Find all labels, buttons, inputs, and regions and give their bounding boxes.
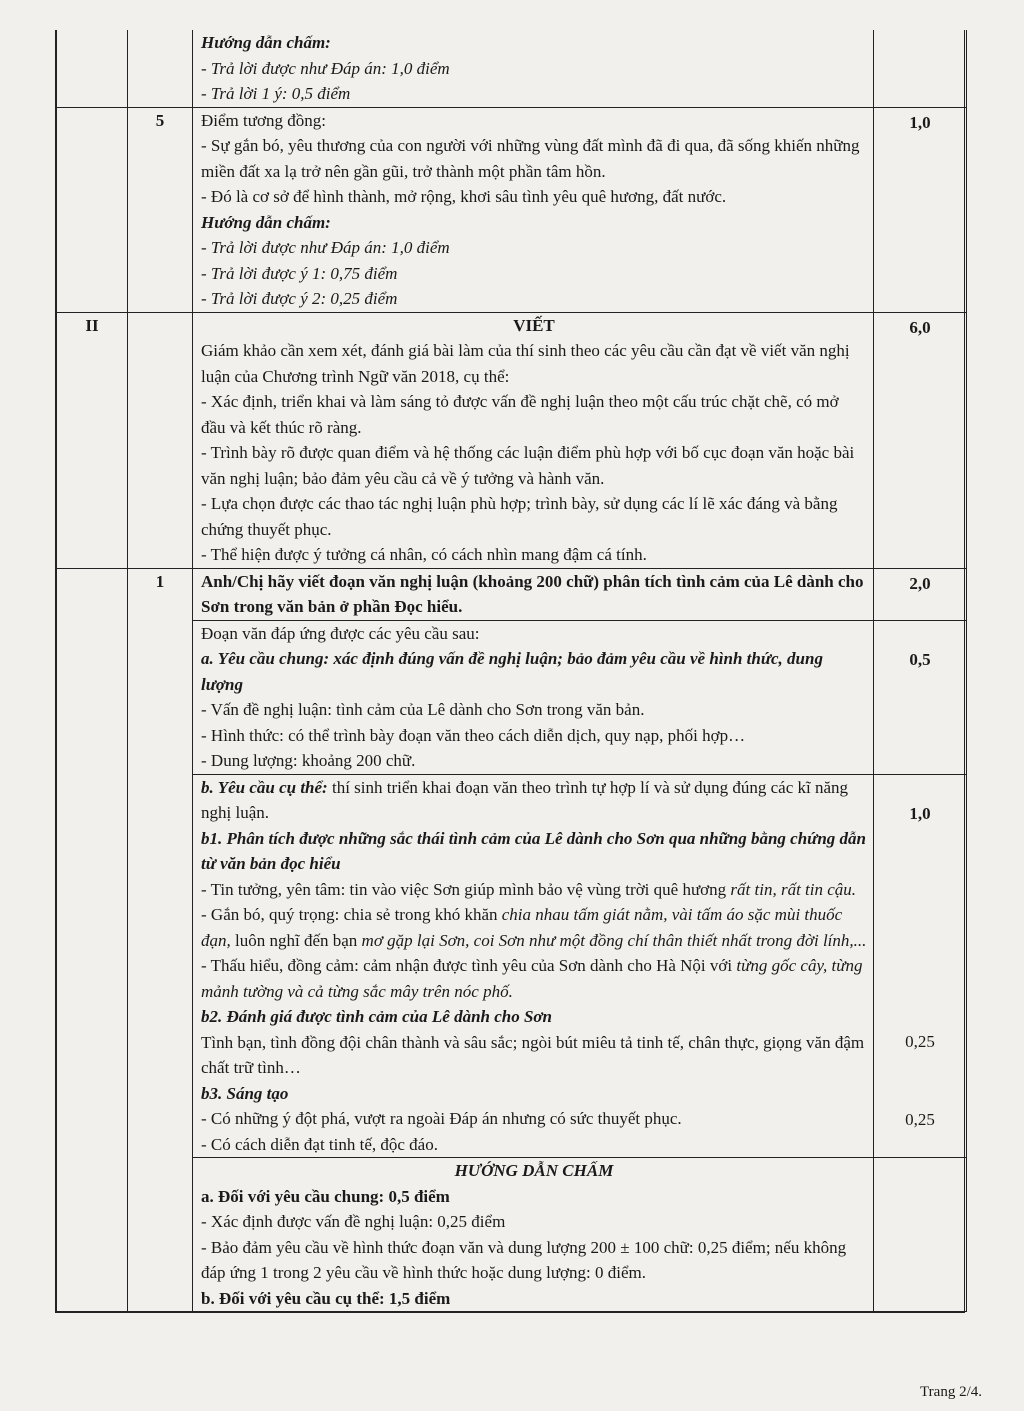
- b1-title: b1. Phân tích được những sắc thái tình cảm của Lê dành cho Sơn qua những bằng chứng dẫn từ văn bản đọc hiểu: [201, 828, 867, 873]
- section-line: - Thể hiện được ý tưởng cá nhân, có cách nhìn mang đậm cá tính.: [201, 545, 647, 564]
- guide-line: - Trả lời 1 ý: 0,5 điểm: [201, 84, 351, 103]
- section-line: Giám khảo cần xem xét, đánh giá bài làm của thí sinh theo các yêu cầu cần đạt về viết văn nghị luận của Chương trình Ngữ văn 2018, cụ thể:: [201, 341, 850, 386]
- section-cell: [57, 30, 128, 107]
- guide-line: - Trả lời được ý 2: 0,25 điểm: [201, 289, 398, 308]
- b2-title: b2. Đánh giá được tình cảm của Lê dành cho Sơn: [201, 1007, 553, 1026]
- requirement-line: - Vấn đề nghị luận: tình cảm của Lê dành cho Sơn trong văn bản.: [201, 700, 645, 719]
- question-number: 1: [128, 568, 193, 620]
- b1-line: [201, 902, 867, 953]
- specific-intro: [201, 775, 867, 826]
- table-row: [57, 774, 967, 1158]
- guide-header: Hướng dẫn chấm:: [201, 33, 331, 52]
- requirement-title: a. Yêu cầu chung: xác định đúng vấn đề nghị luận; bảo đảm yêu cầu về hình thức, dung lượng: [201, 649, 823, 694]
- answer-line: - Đó là cơ sở để hình thành, mở rộng, khơi sâu tình yêu quê hương, đất nước.: [201, 187, 727, 206]
- table-row: [57, 568, 967, 620]
- guide-line: - Trả lời được như Đáp án: 1,0 điểm: [201, 58, 450, 78]
- guide-line: - Trả lời được ý 1: 0,75 điểm: [201, 263, 398, 283]
- score-cell: [874, 30, 967, 107]
- guide-title: HƯỚNG DẪN CHẤM: [454, 1161, 614, 1180]
- section-line: - Trình bày rõ được quan điểm và hệ thống các luận điểm phù hợp với bố cục đoạn văn hoặc bài văn nghị luận; bảo đảm yêu cầu cả về ý tưởng và hành văn.: [201, 443, 855, 488]
- b1-text: - Tin tưởng, yên tâm: tin vào việc Sơn giúp mình bảo vệ vùng trời quê hương: [201, 879, 731, 899]
- question-cell: [128, 312, 193, 568]
- b3-score: 0,25: [905, 1109, 935, 1129]
- b1-quote: từng gốc cây, từng mảnh tường và cả từng sắc mây trên nóc phố.: [201, 956, 863, 1001]
- section-cell: [57, 107, 128, 312]
- content-cell: [193, 107, 874, 312]
- section-cell: [57, 568, 128, 620]
- requirement-line: - Dung lượng: khoảng 200 chữ.: [201, 751, 416, 770]
- score-value: 6,0: [874, 312, 967, 568]
- answer-line: - Sự gắn bó, yêu thương của con người với những vùng đất mình đã đi qua, đã sống khiến những miền đất xa lạ trở nên gần gũi, trở thành một phần tâm hồn.: [201, 136, 860, 181]
- b1-quote: rất tin, rất tin cậu.: [730, 879, 857, 899]
- table-row: [57, 107, 967, 312]
- content-cell: [193, 1158, 874, 1312]
- guide-a-line: - Xác định được vấn đề nghị luận: 0,25 điểm: [201, 1212, 506, 1231]
- guide-b-title: b. Đối với yêu cầu cụ thể: 1,5 điểm: [201, 1288, 451, 1308]
- question-cell: [128, 774, 193, 1158]
- b2-score: 0,25: [905, 1032, 935, 1051]
- question-cell: [128, 30, 193, 107]
- guide-a-line: - Bảo đảm yêu cầu về hình thức đoạn văn và dung lượng 200 ± 100 chữ: 0,25 điểm; nếu không đáp ứng 1 trong 2 yêu cầu về hình thức hoặc dung lượng: 0 điểm.: [201, 1237, 847, 1282]
- b3-title: b3. Sáng tạo: [201, 1083, 289, 1103]
- specific-title: b. Yêu cầu cụ thể:: [201, 777, 328, 797]
- b1-line: [201, 877, 867, 903]
- b2-text: Tình bạn, tình đồng đội chân thành và sâu sắc; ngòi bút miêu tả tinh tế, chân thực, giọng văn đậm chất trữ tình…: [201, 1032, 865, 1077]
- content-cell: [193, 30, 874, 107]
- score-value: 2,0: [874, 568, 967, 620]
- requirement-line: - Hình thức: có thể trình bày đoạn văn theo cách diễn dịch, quy nạp, phối hợp…: [201, 725, 746, 745]
- section-line: - Lựa chọn được các thao tác nghị luận phù hợp; trình bày, sử dụng các lí lẽ xác đáng và bằng chứng thuyết phục.: [201, 494, 838, 539]
- b1-text: luôn nghĩ đến bạn: [230, 930, 362, 950]
- b1-line: [201, 953, 867, 1004]
- grading-table-page: [55, 30, 965, 1313]
- score-value: 0,5: [909, 649, 931, 669]
- score-value: 1,0: [874, 107, 967, 312]
- section-title: VIẾT: [513, 315, 555, 335]
- page-number: Trang 2/4.: [920, 1384, 982, 1400]
- table-row: [57, 30, 967, 107]
- table-row: [57, 312, 967, 568]
- score-cell: [874, 774, 967, 1158]
- content-cell: [193, 620, 874, 774]
- specific-text: thí sinh triển khai đoạn văn theo trình tự hợp lí và sử dụng đúng các kĩ năng nghị luận.: [201, 777, 849, 822]
- content-cell: [193, 312, 874, 568]
- question-cell: [128, 620, 193, 774]
- section-line: - Xác định, triển khai và làm sáng tỏ được vấn đề nghị luận theo một cấu trúc chặt chẽ, có mở đầu và kết thúc rõ ràng.: [201, 392, 839, 437]
- b1-text: - Gắn bó, quý trọng: chia sẻ trong khó khăn: [201, 905, 502, 924]
- guide-a-title: a. Đối với yêu cầu chung: 0,5 điểm: [201, 1186, 450, 1206]
- requirement-intro: Đoạn văn đáp ứng được các yêu cầu sau:: [201, 623, 480, 643]
- content-cell: [193, 774, 874, 1158]
- score-cell: [874, 620, 967, 774]
- answer-title: Điểm tương đồng:: [201, 110, 326, 130]
- section-cell: [57, 774, 128, 1158]
- b3-line: - Có cách diễn đạt tinh tế, độc đáo.: [201, 1134, 438, 1154]
- score-cell: [874, 1158, 967, 1312]
- table-row: [57, 620, 967, 774]
- guide-line: - Trả lời được như Đáp án: 1,0 điểm: [201, 238, 450, 257]
- table-row: [57, 1158, 967, 1312]
- b1-score: 1,0: [909, 803, 931, 823]
- b1-quote: mơ gặp lại Sơn, coi Sơn như một đồng chí thân thiết nhất trong đời lính,...: [361, 930, 867, 950]
- section-cell: [57, 1158, 128, 1312]
- section-number: II: [57, 312, 128, 568]
- content-cell: [193, 568, 874, 620]
- question-cell: [128, 1158, 193, 1312]
- b1-quote: chia nhau tấm giát nằm, vài tấm áo sặc mùi thuốc đạn,: [201, 905, 843, 950]
- b3-line: - Có những ý đột phá, vượt ra ngoài Đáp án nhưng có sức thuyết phục.: [201, 1109, 682, 1128]
- b1-text: - Thấu hiểu, đồng cảm: cảm nhận được tình yêu của Sơn dành cho Hà Nội với: [201, 956, 737, 975]
- guide-header: Hướng dẫn chấm:: [201, 212, 331, 232]
- grading-table: [56, 30, 967, 1312]
- section-cell: [57, 620, 128, 774]
- question-prompt: Anh/Chị hãy viết đoạn văn nghị luận (khoảng 200 chữ) phân tích tình cảm của Lê dành cho Sơn trong văn bản ở phần Đọc hiểu.: [201, 571, 864, 616]
- question-number: 5: [128, 107, 193, 312]
